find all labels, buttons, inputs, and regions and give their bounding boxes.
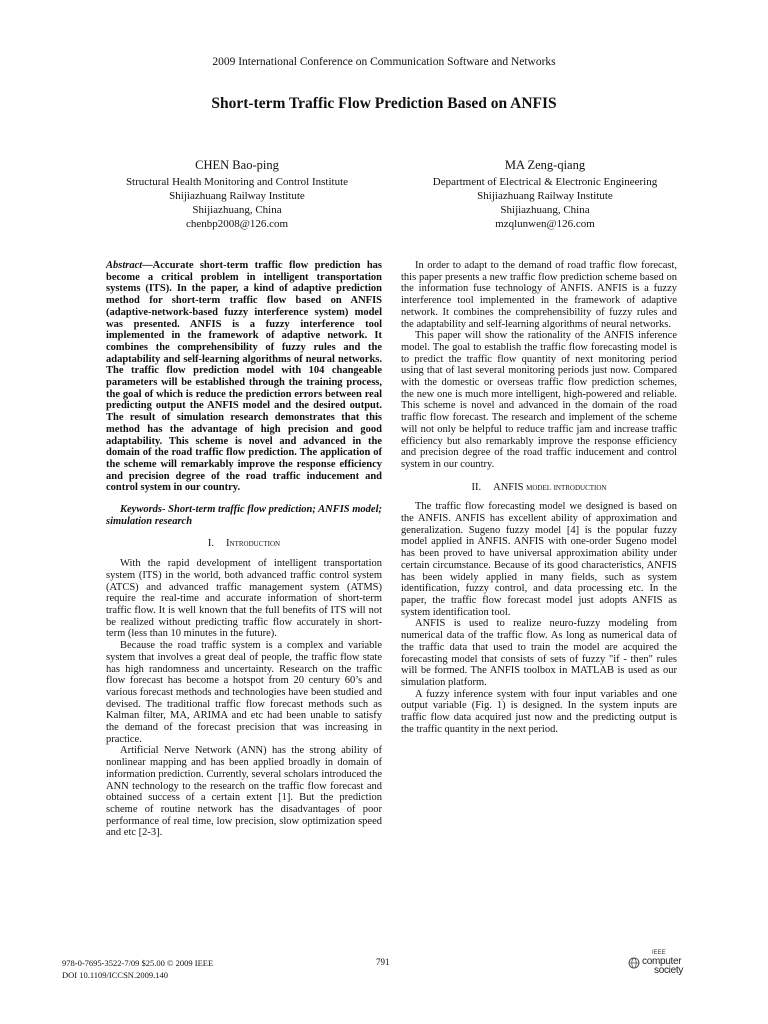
keywords: Keywords- Short-term traffic flow prediction; ANFIS model; simulation research bbox=[106, 504, 382, 527]
abstract-text: —Accurate short-term traffic flow prediction has become a critical problem in intelligent transportation systems (ITS). In the paper, a kind of adaptive prediction method for short-term traffic flow based on ANFIS (adaptive-network-based fuzzy interference system) model was presented. ANFIS is a fuzzy interference tool implemented in the framework of adaptive network. It combines the comprehensibility of fuzzy rules and the adaptability and self-learning algorithms of neural networks. The traffic flow prediction model with 104 changeable parameters will be established through the training process, the goal of which is reduce the prediction errors between real predicting output the ANFIS model and the desired output. The result of simulation research demonstrates that this method has the advantage of high precision and good adaptability. This scheme is novel and advanced in the domain of the road traffic flow prediction. The application of the scheme will remarkably improve the response efficiency and precision degree of the road traffic inducement and control system in our country. bbox=[106, 260, 382, 494]
author-block-1 bbox=[92, 157, 382, 231]
body-paragraph: This paper will show the rationality of the ANFIS inference model. The goal to establish the traffic flow forecasting model is to predict the traffic flow quantity of next monitoring period using that of last several monitoring periods just now. Compared with the domestic or overseas traffic flow prediction schemes, the new one is much more intelligent, high-powered and reliable. This scheme is novel and advanced in the domain of the road traffic flow forecast. The research and implement of the scheme will not only be helpful to reduce traffic jam and increase traffic efficiency but also remarkably improve the response efficiency and precision degree of the road traffic inducement and control system in our country. bbox=[401, 330, 677, 470]
abstract-lead: Abstract bbox=[106, 260, 143, 271]
section-number: I. bbox=[207, 538, 215, 550]
left-column bbox=[106, 260, 382, 839]
author-email: chenbp2008@126.com bbox=[185, 218, 289, 230]
body-paragraph: A fuzzy inference system with four input variables and one output variable (Fig. 1) is designed. In the system inputs are traffic flow data acquired just now and the predicting output is the traffic quantity in the next period. bbox=[401, 688, 677, 735]
footer-doi: DOI 10.1109/ICCSN.2009.140 bbox=[62, 970, 168, 980]
body-paragraph: ANFIS is used to realize neuro-fuzzy modeling from numerical data of the traffic flow. As long as numerical data of the traffic data that used to train the model are acquired the forecasting model that consists of sets of fuzzy "if - then" rules will be formed. The ANFIS toolbox in MATLAB is used as our simulation platform. bbox=[401, 618, 677, 688]
body-paragraph: Because the road traffic system is a complex and variable system that involves a great deal of people, the traffic flow state has high randomness and uncertainty. Research on the traffic flow forecast has become a hotspot from 20 century 60’s and various forecast methods and technologies have been studied and devised. The traditional traffic flow forecast methods such as Kalman filter, MA, ARIMA and etc had been unable to satisfy the demand of the forecast precision that was increasing in practice. bbox=[106, 640, 382, 745]
author-name: CHEN Bao-ping bbox=[195, 158, 279, 172]
author-affiliation: Department of Electrical & Electronic Engineering bbox=[432, 176, 658, 188]
paper-title: Short-term Traffic Flow Prediction Based on ANFIS bbox=[211, 95, 557, 112]
section-heading-anfis bbox=[401, 482, 677, 494]
logo-society-text: society bbox=[654, 965, 684, 976]
conference-name: 2009 International Conference on Communication Software and Networks bbox=[212, 56, 556, 68]
section-heading-introduction bbox=[106, 538, 382, 550]
author-block-2 bbox=[400, 157, 690, 231]
page-number: 791 bbox=[376, 957, 390, 967]
author-affiliation: Structural Health Monitoring and Control Institute bbox=[125, 176, 349, 188]
author-email: mzqlunwen@126.com bbox=[495, 218, 595, 230]
author-institute: Shijiazhuang Railway Institute bbox=[169, 190, 305, 202]
body-paragraph: Artificial Nerve Network (ANN) has the strong ability of nonlinear mapping and has been applied broadly in domain of information prediction. Currently, several scholars introduced the ANN technology to the research on the traffic flow forecast and obtained success of a certain extent [1]. But the prediction scheme of routine network has the disadvantages of poor performance of real time, low precision, slow optimization speed and etc [2-3]. bbox=[106, 745, 382, 839]
logo-ieee-text: IEEE bbox=[652, 950, 666, 956]
section-title: Introduction bbox=[226, 538, 281, 550]
author-location: Shijiazhuang, China bbox=[500, 204, 590, 216]
abstract bbox=[106, 260, 382, 494]
section-title: ANFIS model introduction bbox=[493, 481, 607, 493]
body-paragraph: The traffic flow forecasting model we designed is based on the ANFIS. ANFIS has excellent ability of approximation and generalization. Sugeno fuzzy model [4] is the popular fuzzy model applied in ANFIS. ANFIS with one-order Sugeno model has been proved to have universal approximation ability under certain circumstance. Because of its good characteristics, ANFIS has been widely applied in many fields, such as system identification, fuzzy control, and data processing etc. In the paper, the traffic flow forecast model just adopts ANFIS as system identification tool. bbox=[401, 501, 677, 618]
body-paragraph: In order to adapt to the demand of road traffic flow forecast, this paper presents a new traffic flow prediction scheme based on the information fuse technology of ANFIS. ANFIS is a fuzzy interference tool implemented in the framework of adaptive network. It combines the comprehensibility of fuzzy rules and the adaptability and self-learning algorithms of neural networks. bbox=[401, 260, 677, 330]
author-location: Shijiazhuang, China bbox=[192, 204, 282, 216]
body-paragraph: With the rapid development of intelligent transportation system (ITS) in the world, both advanced traffic control system (ATCS) and advanced traffic management system (ATMS) require the real-time and accurate information of short-term traffic flow. It is well known that the full benefits of ITS will not be realized without predicting traffic flow accurately in short-term (less than 10 minutes in the future). bbox=[106, 558, 382, 640]
section-number: II. bbox=[471, 481, 482, 493]
logo-computer-text: computer bbox=[642, 956, 682, 967]
footer-isbn: 978-0-7695-3522-7/09 $25.00 © 2009 IEEE bbox=[62, 958, 214, 968]
globe-icon bbox=[628, 957, 640, 969]
author-institute: Shijiazhuang Railway Institute bbox=[477, 190, 613, 202]
author-name: MA Zeng-qiang bbox=[504, 158, 586, 172]
footer-copyright bbox=[62, 957, 213, 981]
ieee-computer-society-logo bbox=[628, 950, 692, 982]
right-column bbox=[401, 260, 677, 735]
